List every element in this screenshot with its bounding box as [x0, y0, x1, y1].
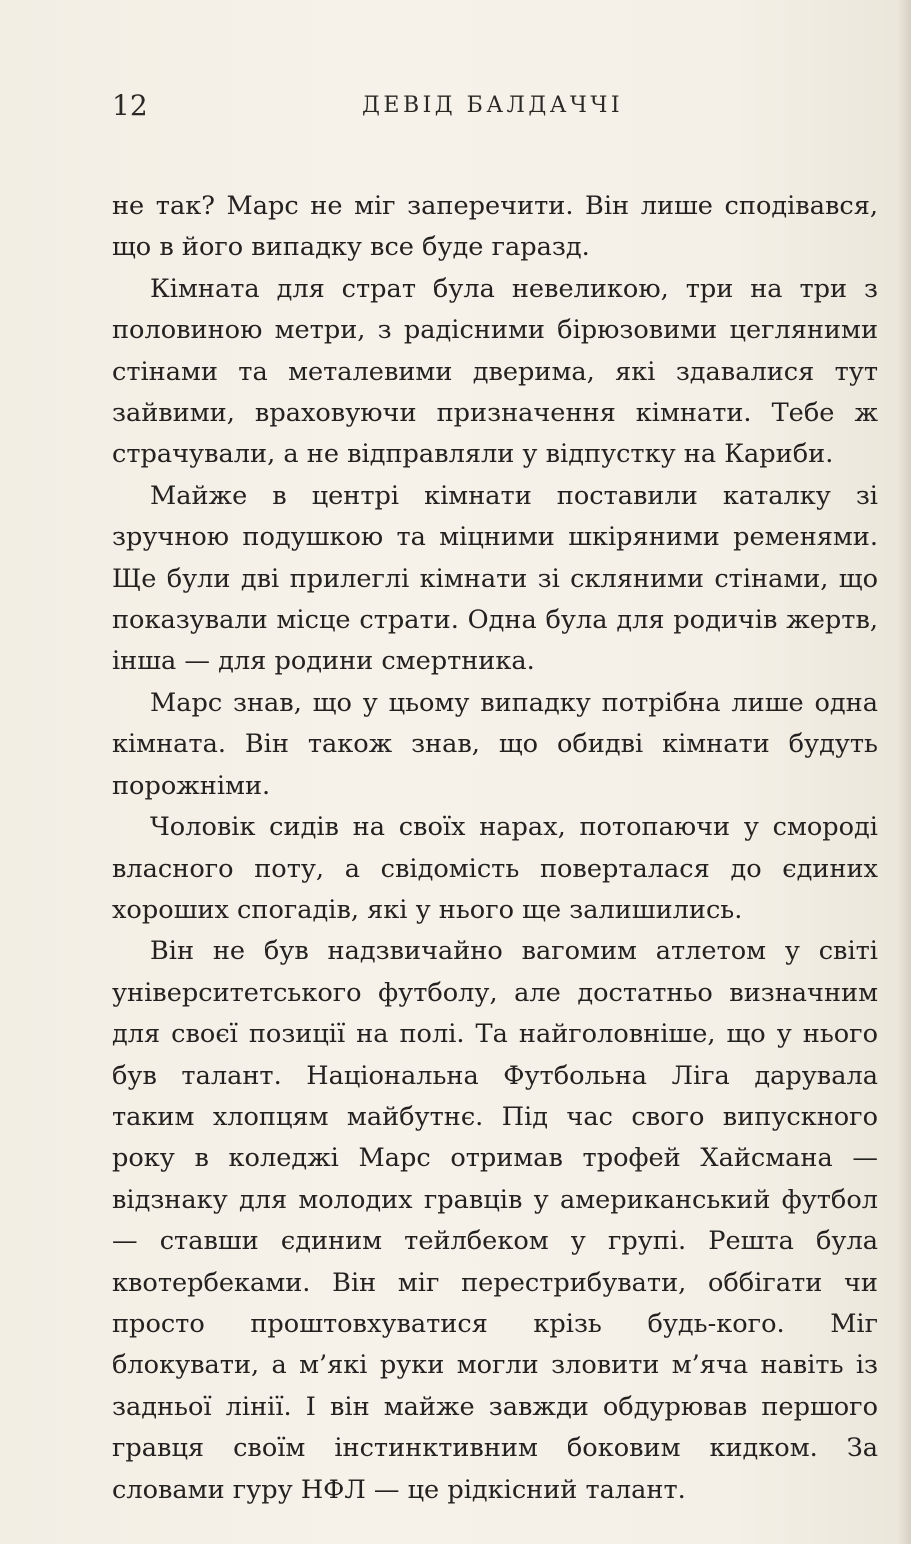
- page-edge-shadow: [897, 0, 911, 1544]
- paragraph-4: Марс знав, що у цьому випадку потрібна лише одна кімната. Він також знав, що обидві кімнати будуть порожніми.: [112, 687, 878, 801]
- page-header: [112, 84, 802, 128]
- paragraph-2: Кімната для страт була невеликою, три на три з половиною метри, з радісними бірюзовими цегляними стінами та металевими дверима, які здавалися тут зайвими, враховуючи призначення кімнати. Тебе ж страчували, а не відправляли у відпустку на Кариби.: [112, 273, 878, 470]
- paragraph-5: Чоловік сидів на своїх нарах, потопаючи у смороді власного поту, а свідомість поверталася до єдиних хороших спогадів, які у нього ще залишились.: [112, 812, 878, 925]
- body-text: [112, 186, 878, 1511]
- paragraph-1: не так? Марс не міг заперечити. Він лише сподівався, що в його випадку все буде гаразд.: [112, 191, 878, 263]
- paragraph-6: Він не був надзвичайно вагомим атлетом у світі університетського футболу, але достатньо визначним для своєї позиції на полі. Та найголовніше, що у нього був талант. Національна Футбольна Ліга дарувала таким хлопцям майбутнє. Під час свого випускного року в коледжі Марс отримав трофей Хайсмана — відзнаку для молодих гравців у американський футбол — ставши єдиним тейлбеком у групі. Решта була квотербеками. Він міг перестрибувати, оббігати чи просто проштовхуватися крізь будь-кого. Міг блокувати, а м’які руки могли зловити м’яча навіть із задньої лінії. І він майже завжди обдурював першого гравця своїм інстинктивним боковим кидком. За словами гуру НФЛ — це рідкісний талант.: [112, 936, 878, 1505]
- paragraph-3: Майже в центрі кімнати поставили каталку зі зручною подушкою та міцними шкіряними ременями. Ще були дві прилеглі кімнати зі скляними стінами, що показували місце страти. Одна була для родичів жертв, інша — для родини смертника.: [112, 480, 878, 677]
- page-number: 12: [112, 89, 148, 122]
- running-title: ДЕВІД БАЛДАЧЧІ: [362, 93, 624, 118]
